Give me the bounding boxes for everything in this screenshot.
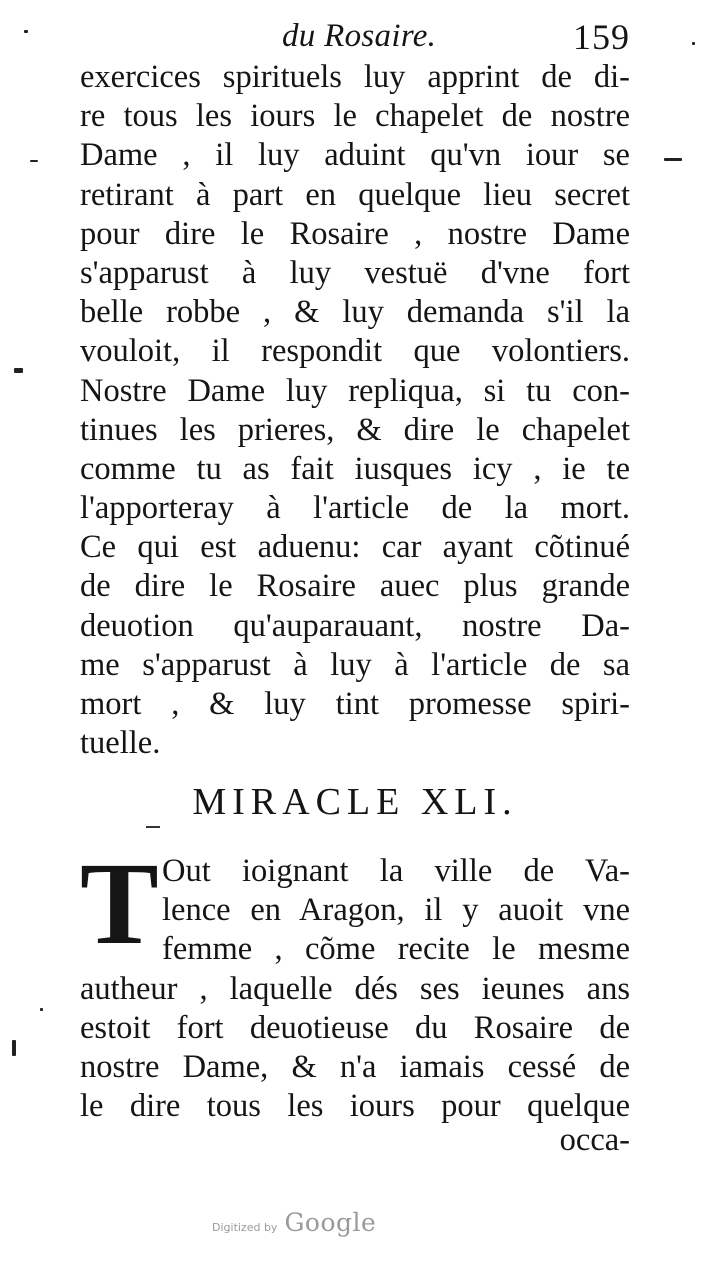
body-text <box>80 58 630 763</box>
digitization-watermark <box>212 1208 376 1240</box>
text-line: l'apporteray à l'article de la mort. <box>80 490 630 527</box>
text-line: femme , cõme recite le mesme <box>162 931 630 968</box>
scan-speck <box>12 1040 16 1056</box>
miracle-heading: MIRACLE XLI. <box>192 781 518 823</box>
text-line: pour dire le Rosaire , nostre Dame <box>80 215 630 252</box>
text-line: re tous les iours le chapelet de nostre <box>80 98 630 135</box>
scan-speck <box>40 1008 43 1011</box>
running-head <box>270 14 630 56</box>
text-line: autheur , laquelle dés ses ieunes ans <box>80 970 630 1007</box>
text-line: comme tu as fait iusques icy , ie te <box>80 450 630 487</box>
text-line: de dire le Rosaire auec plus grande <box>80 568 630 605</box>
scan-speck <box>664 158 682 161</box>
scan-speck <box>30 160 38 162</box>
running-title: du Rosaire. <box>282 18 437 54</box>
text-line: belle robbe , & luy demanda s'il la <box>80 294 630 331</box>
scan-speck <box>24 30 28 33</box>
text-line: estoit fort deuotieuse du Rosaire de <box>80 1009 630 1046</box>
text-line: le dire tous les iours pour quelque <box>80 1088 630 1125</box>
text-line: Ce qui est aduenu: car ayant cõtinué <box>80 529 630 566</box>
text-line: tuelle. <box>80 725 161 762</box>
scan-speck <box>14 368 23 373</box>
text-line: retirant à part en quelque lieu secret <box>80 176 630 213</box>
text-line: nostre Dame, & n'a iamais cessé de <box>80 1048 630 1085</box>
text-line: Out ioignant la ville de Va- <box>162 853 630 889</box>
catchword: occa- <box>559 1122 630 1158</box>
text-line: tinues les prieres, & dire le chapelet <box>80 411 630 448</box>
watermark-prefix: Digitized by <box>212 1221 278 1234</box>
text-line: exercices spirituels luy apprint de di- <box>80 59 630 95</box>
scan-speck <box>692 42 695 45</box>
drop-cap: T <box>80 838 157 969</box>
text-line: lence en Aragon, il y auoit vne <box>162 892 630 929</box>
watermark-brand: Google <box>284 1208 377 1237</box>
page-number: 159 <box>573 17 630 57</box>
text-line: deuotion qu'auparauant, nostre Da- <box>80 607 630 644</box>
text-line: mort , & luy tint promesse spiri- <box>80 686 630 722</box>
text-line: vouloit, il respondit que volontiers. <box>80 333 630 370</box>
text-line: Dame , il luy aduint qu'vn iour se <box>80 137 630 174</box>
text-line: me s'apparust à luy à l'article de sa <box>80 646 630 683</box>
heading-dash <box>146 826 160 828</box>
miracle-text <box>80 838 630 1126</box>
text-line: Nostre Dame luy repliqua, si tu con- <box>80 372 630 409</box>
text-line: s'apparust à luy vestuë d'vne fort <box>80 254 630 291</box>
